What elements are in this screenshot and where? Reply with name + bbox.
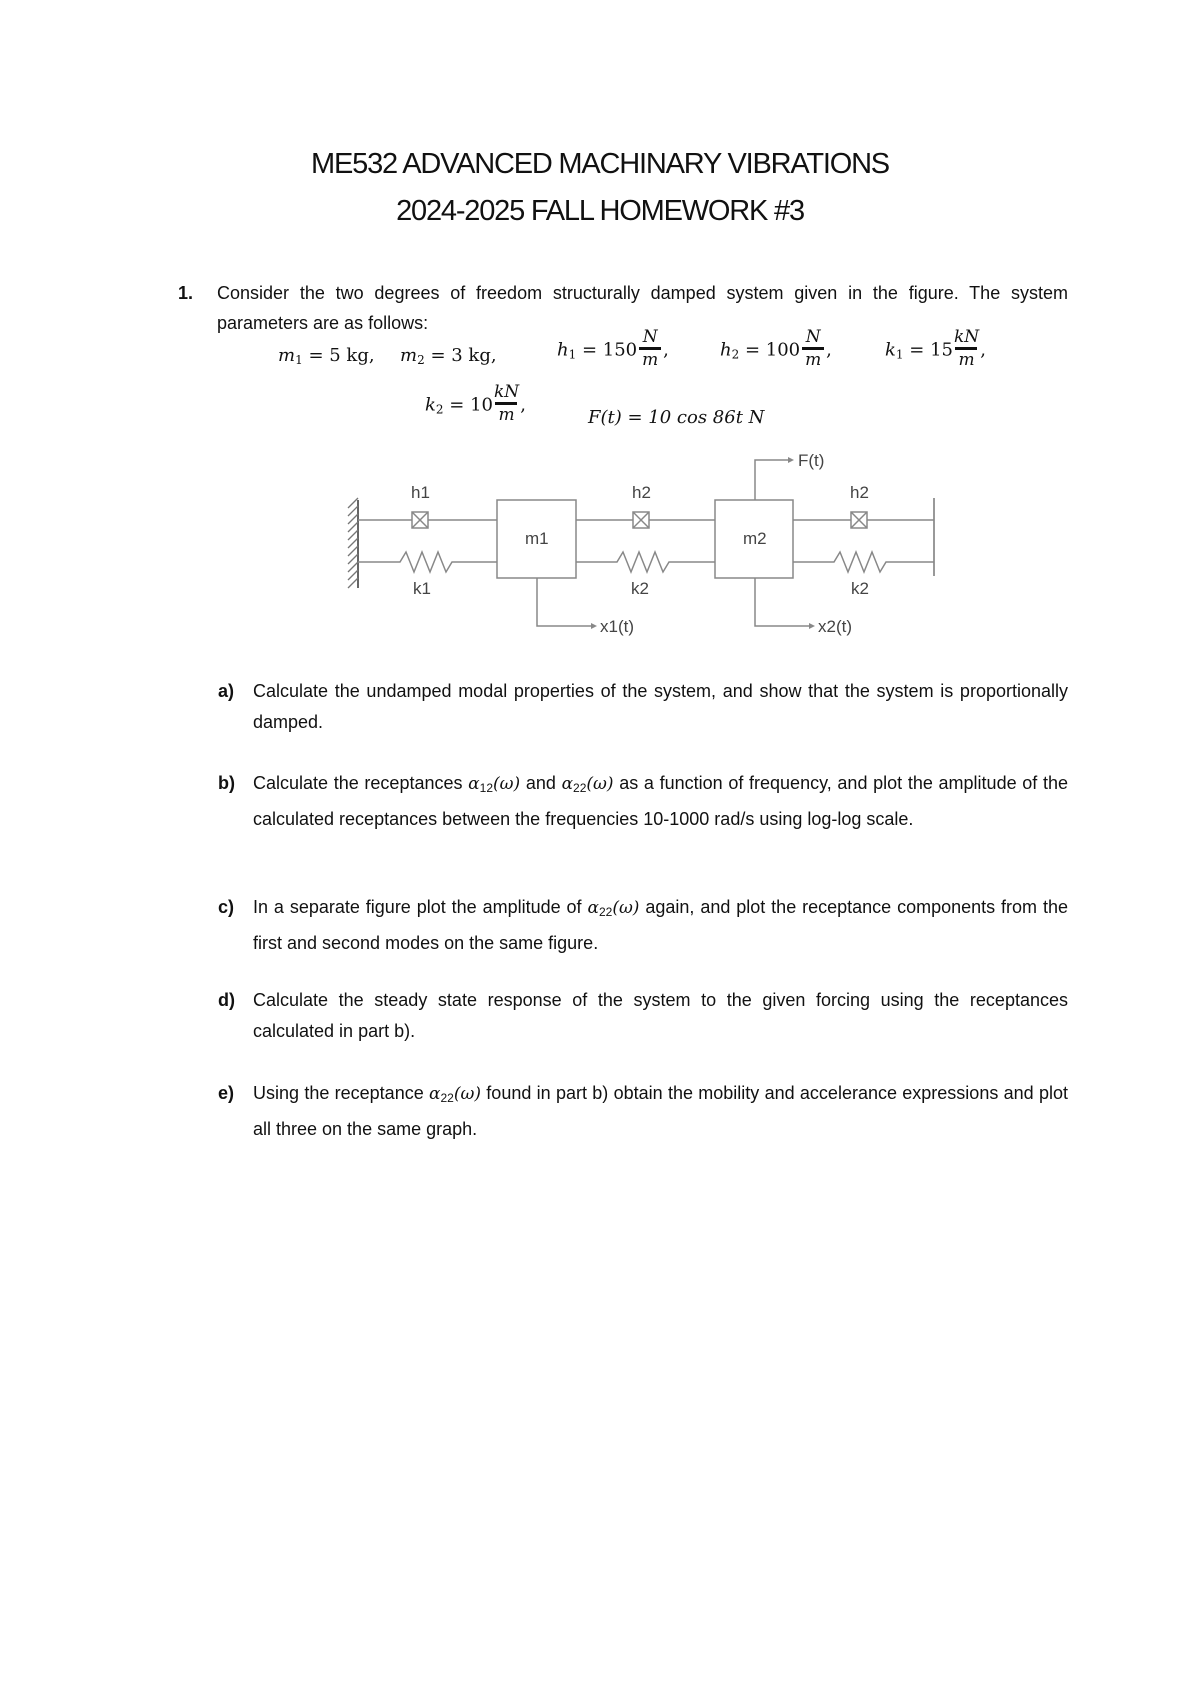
question-intro: Consider the two degrees of freedom structurally damped system given in the figure. The system parameters are as follows:	[217, 283, 1068, 333]
spring-k2-right	[793, 552, 934, 572]
label-h2-mid: h2	[632, 483, 651, 502]
label-h2-right: h2	[850, 483, 869, 502]
part-e: e) Using the receptance $\alpha_{22}(\omega)$ found in part b) obtain the mobility and accelerance expressions and plot all three on the same graph.	[218, 1083, 1068, 1139]
question-number: 1.	[178, 283, 194, 303]
part-a: a) Calculate the undamped modal properties of the system, and show that the system is proportionally damped.	[218, 681, 1068, 732]
param-m1: $m_1 = 5$ kg,	[278, 345, 375, 367]
label-m2: m2	[743, 529, 767, 548]
homework-title-term: 2024-2025 FALL HOMEWORK #3	[396, 195, 804, 227]
label-m1: m1	[525, 529, 549, 548]
param-h1: $h_1 = 150$ $\frac{N}{m}$ ,	[557, 327, 669, 370]
label-x1: x1(t)	[600, 617, 634, 636]
param-k2: $k_2 = 10$ $\frac{kN}{m}$ ,	[425, 382, 526, 425]
part-c: c) In a separate figure plot the amplitude of $\alpha_{22}(\omega)$ again, and plot the receptance components from the first and second modes on the same figure.	[218, 897, 1068, 953]
x2-indicator-line	[755, 578, 811, 626]
spring-k2-mid	[576, 552, 715, 572]
x2-arrowhead	[809, 623, 815, 629]
label-force: F(t)	[798, 451, 825, 470]
x1-indicator-line	[537, 578, 593, 626]
force-arrowhead	[788, 457, 794, 463]
force-indicator-line	[755, 460, 790, 500]
param-force: F(t) = 10 cos 86t N	[588, 407, 765, 428]
param-h2: $h_2 = 100$ $\frac{N}{m}$ ,	[720, 327, 832, 370]
label-k2-right: k2	[851, 579, 869, 598]
param-m2: $m_2 = 3$ kg,	[400, 345, 497, 367]
homework-title-course: ME532 ADVANCED MACHINARY VIBRATIONS	[311, 148, 889, 180]
spring-k1	[358, 552, 497, 572]
part-d: d) Calculate the steady state response of the system to the given forcing using the receptances calculated in part b).	[218, 990, 1068, 1041]
label-k2-mid: k2	[631, 579, 649, 598]
label-x2: x2(t)	[818, 617, 852, 636]
wall-hatching	[348, 498, 358, 588]
label-h1: h1	[411, 483, 430, 502]
x1-arrowhead	[591, 623, 597, 629]
label-k1: k1	[413, 579, 431, 598]
part-b: b) Calculate the receptances $\alpha_{12}(\omega)$ and $\alpha_{22}(\omega)$ as a function of frequency, and plot the amplitude of the calculated receptances between the frequencies 10-1000 rad/s using log-log scale.	[218, 773, 1068, 829]
param-k1: $k_1 = 15$ $\frac{kN}{m}$ ,	[885, 327, 986, 370]
